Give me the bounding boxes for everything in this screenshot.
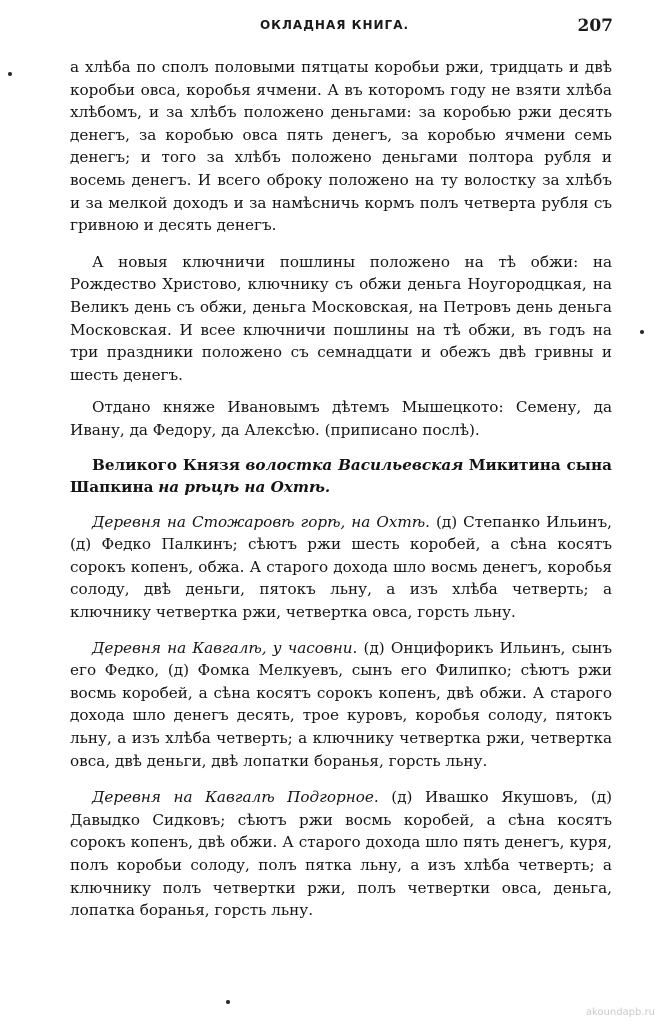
section-heading <box>70 454 612 499</box>
section-heading-bold: Великого Князя <box>92 455 240 474</box>
entry-village-kavgal-podgornoe <box>70 786 612 922</box>
entry-text: (д) Онцифорикъ Ильинъ, сынъ его Федко, (д) Фомка Мелкуевъ, сынъ его Филипко; сѣютъ ржи восмь коробей, а сѣна косятъ сорокъ копенъ, двѣ обжи. А старого дохода шло денегъ десять, трое куровъ, коробья солоду, пятокъ льну, а изъ хлѣба четверть; а ключнику четвертка ржи, четвертка овса, двѣ деньги, двѣ лопатки боранья, горсть льну. <box>70 638 612 770</box>
entry-lead: Деревня на Кавгалѣ, у часовни. <box>92 638 358 657</box>
paragraph-grant-note: Отдано княже Ивановымъ дѣтемъ Мышецкото: Семену, да Ивану, да Федору, да Алексѣю. (приписано послѣ). <box>70 398 612 439</box>
margin-dot-mark <box>8 72 12 76</box>
paragraph-key-keeper-duties: А новыя ключничи пошлины положено на тѣ обжи: на Рождество Христово, ключнику съ обжи деньга Ноугородцкая, на Великъ день съ обжи, деньга Московская, на Петровъ день деньга Московская. И всее ключничи пошлины на тѣ обжи, въ годъ на три праздники положено съ семнадцати и обежъ двѣ гривны и шесть денегъ. <box>70 252 612 384</box>
margin-dot-mark <box>226 1000 230 1004</box>
paragraph-bread-tax: а хлѣба по сполъ половыми пятцаты коробьи ржи, тридцать и двѣ коробьи овса, коробья ячмени. А въ которомъ году не взяти хлѣба хлѣбомъ, и за хлѣбъ положено деньгами: за коробью ржи десять денегъ, за коробью овса пять денегъ, за коробью ячмени семь денегъ; и того за хлѣбъ положено деньгами полтора рубля и восемь денегъ. И всего оброку положено на ту волостку за хлѣбъ и за мелкой доходъ и за намѣсничь кормъ полъ четверта рубля съ гривною и десять денегъ. <box>70 58 612 235</box>
entry-text: (д) Степанко Ильинъ, (д) Федко Палкинъ; сѣютъ ржи шесть коробей, а сѣна косятъ сорокъ копенъ, обжа. А старого дохода шло восмь денегъ, коробья солоду, двѣ деньги, пятокъ льну, а изъ хлѣба четверть; а ключнику четвертка ржи, четвертка овса, горсть льну. <box>70 512 612 622</box>
margin-dot-mark <box>640 330 644 334</box>
entry-text: (д) Ивашко Якушовъ, (д) Давыдко Сидковъ; сѣютъ ржи восмь коробей, а сѣна косятъ сорокъ копенъ, двѣ обжи. А старого дохода шло пять денегъ, куря, полъ коробьи солоду, полъ пятка льну, а изъ хлѣба четверть; а ключнику полъ четвертки ржи, полъ четвертки овса, деньга, лопатка боранья, горсть льну. <box>70 788 613 920</box>
watermark: akoundapb.ru <box>585 1007 655 1018</box>
entry-lead: Деревня на Кавгалѣ Подгорное. <box>92 788 379 807</box>
page-number: 207 <box>577 16 613 36</box>
body-text <box>70 56 612 922</box>
running-head <box>0 16 669 38</box>
section-heading-italic-2: на рѣцѣ на Охтѣ. <box>158 478 331 497</box>
entry-village-kavgal-chapel <box>70 637 612 773</box>
entry-village-stozharov <box>70 511 612 624</box>
section-heading-italic: волостка Васильевская <box>245 455 464 474</box>
running-title: ОКЛАДНАЯ КНИГА. <box>259 18 410 32</box>
entry-lead: Деревня на Стожаровѣ горѣ, на Охтѣ. <box>92 512 430 531</box>
section-heading-bold-2: Микитина сына Шапкина <box>70 455 612 497</box>
